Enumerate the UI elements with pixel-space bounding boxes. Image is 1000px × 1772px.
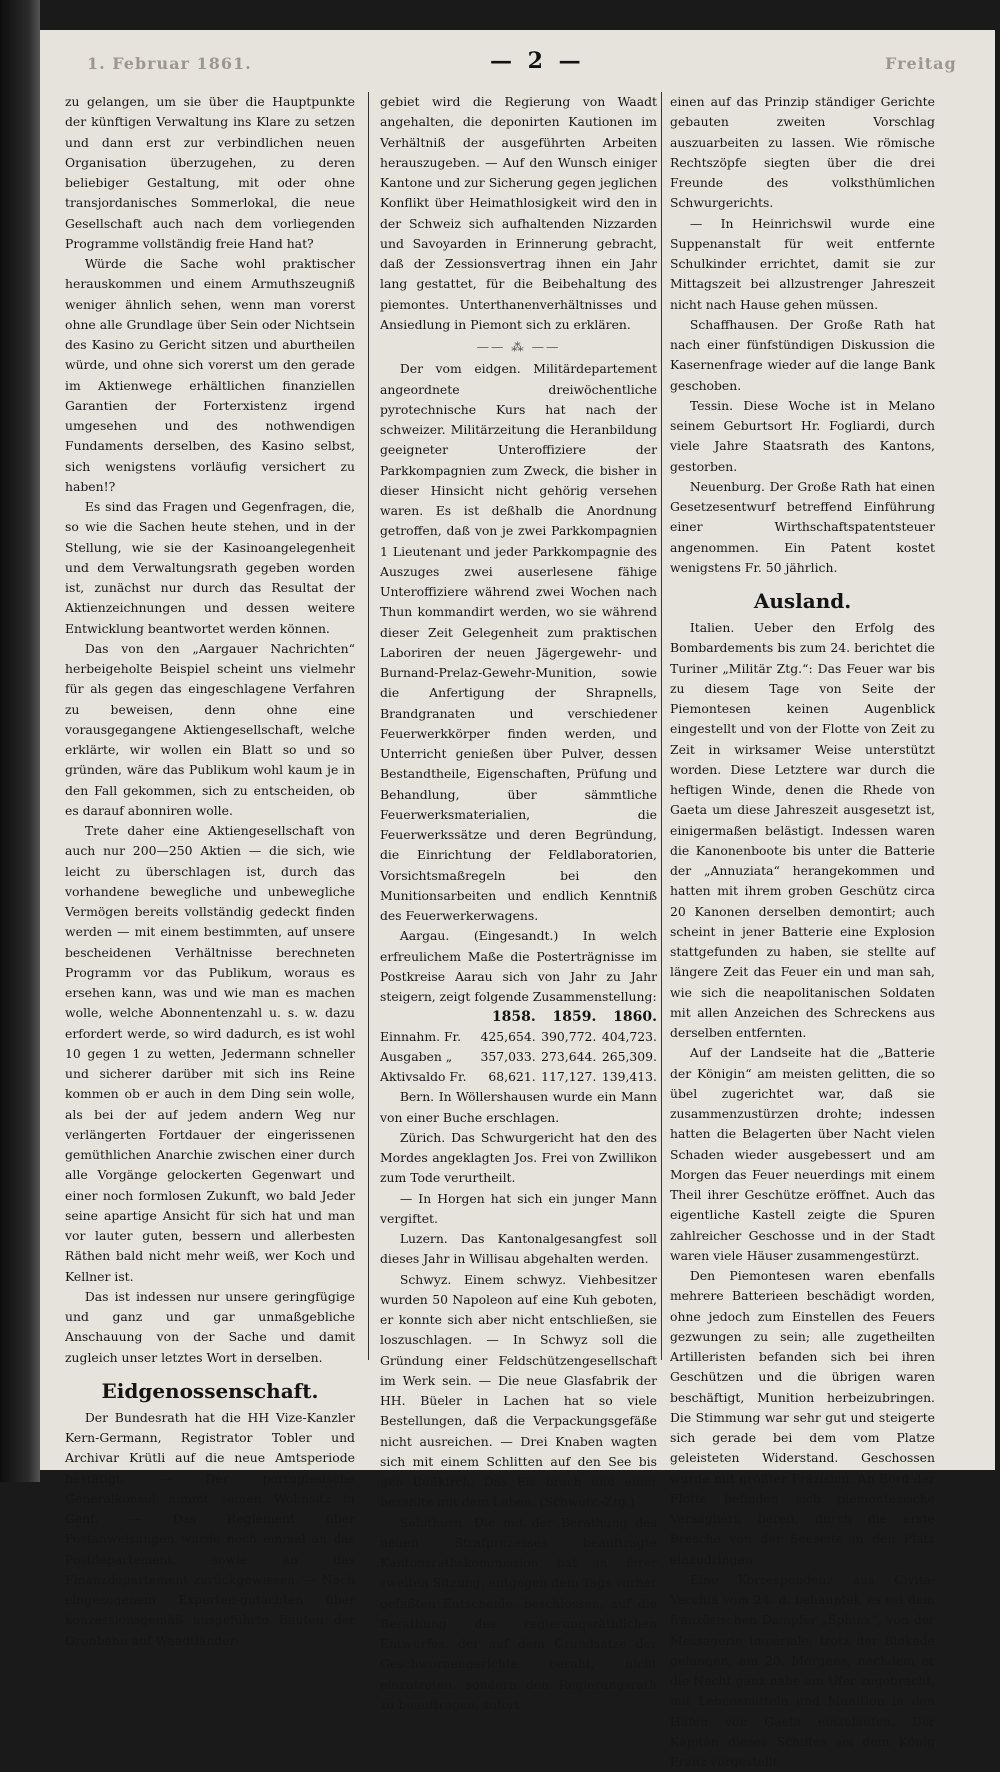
paragraph: Eine Korrespondenz aus Civita-Vecchia vom 24. d. behauptet, es sei dem französischen Dampfer „Sphinx“, von der Messagerie impériale, trotz der Blokade gelungen, am 20. Morgens, nachdem er die Nacht ganz nahe am Ufer zugebracht, mit Lebensmitteln und Munition in den Hafen von Gaeta einzulaufen. Der Kapitän dieses Schiffes sei dem König Franz vorgestellt [670,1571,935,1769]
row-label: Ausgaben „ [380,1049,453,1065]
paragraph: Aargau. (Eingesandt.) In welch erfreulichem Maße die Posterträgnisse im Postkreise Aarau sich von Jahr zu Jahr steigern, zeigt folgende Zusammenstellung: [380,928,657,1004]
paragraph: Der vom eidgen. Militärdepartement angeordnete dreiwöchentliche pyrotechnische Kurs hat nach der schweizer. Militärzeitung die Heranbildung geeigneter Unteroffiziere der Parkkompagnien zum Zweck, die bisher in dieser Hinsicht nicht gehörig versehen waren. Es ist deßhalb die Anordnung getroffen, daß von je zwei Parkkompagnien 1 Lieutenant und jeder Parkkompagnie des Auszuges zwei auserlesene fähige Unteroffiziere während zwei Wochen nach Thun kommandirt werden, wo sie während dieser Zeit Gelegenheit zum praktischen Laboriren der neuen Jägergewehr- und Burnand-Prelaz-Gewehr-Munition, sowie die Anfertigung der Shrapnells, Brandgranaten und verschiedener Feuerwerkkörper finden werden, und Unterricht genießen über Pulver, dessen Bestandtheile, Eigenschaften, Prüfung und Behandlung, über sämmtliche Feuerwerksmaterialien, die Feuerwerkssätze und deren Begründung, die Einrichtung der Feldlaboratorien, Vorsichtsmaßregeln bei den Munitionsarbeiten und endlich Kenntniß des Feuerwerkerwagens. [380,361,657,923]
paragraph: Es sind das Fragen und Gegenfragen, die, so wie die Sachen heute stehen, und in der Stellung, wie sie der Kasinoangelegenheit und dem Verwaltungsrath gegeben worden ist, zunächst nur durch das Resultat der Aktienzeichnungen und dessen weitere Entwicklung beantwortet werden können. [65,499,355,636]
separator: —— ⁂ —— [476,339,561,354]
page-header [45,42,957,80]
year-header: 1859. [552,1009,597,1026]
column-3 [670,92,935,1769]
paragraph: Neuenburg. Der Große Rath hat einen Gesetzesentwurf betreffend Einführung einer Wirthschaftspatentsteuer angenommen. Ein Patent kostet wenigstens Fr. 50 jährlich. [670,478,935,575]
table-header-row [380,1007,657,1027]
paragraph: zu gelangen, um sie über die Hauptpunkte der künftigen Verwaltung ins Klare zu setzen und dann erst zur verbindlichen neuen Organisation überzugehen, zu deren beliebiger Gestaltung, mit oder ohne transjordanisches Sommerlokal, die neue Gesellschaft auch nach dem vorliegenden Programme vollständig freie Hand hat? [65,94,355,251]
paragraph: Das ist indessen nur unsere geringfügige und ganz und gar unmaßgebliche Anschauung von der Sache und damit zugleich unser letztes Wort in derselben. [65,1288,355,1365]
table-cell: 390,772. [541,1029,597,1045]
paragraph: Tessin. Diese Woche ist in Melano seinem Geburtsort Hr. Fogliardi, durch viele Jahre Staatsrath des Kantons, gestorben. [670,397,935,474]
page-number: — 2 — [490,48,585,74]
binding-edge [0,0,40,1482]
year-header: 1858. [491,1009,536,1026]
section-title-eidgenossenschaft: Eidgenossenschaft. [101,1378,319,1403]
paragraph: Italien. Ueber den Erfolg des Bombardements bis zum 24. berichtet die Turiner „Militär Ztg.“: Das Feuer war bis zu diesem Tage von Seite der Piemontesen keinen Augenblick eingestellt und von der Flotte von Zeit zu Zeit in wirksamer Weise unterstützt worden. Diese Letztere war durch die heftigen Winde, denen die Rhede von Gaeta um diese Jahreszeit ausgesetzt ist, einigermaßen belästigt. Indessen waren die Kanonenboote bis unter die Batterie der „Annuziata“ herangekommen und hatten mit ihrem groben Geschütz circa 20 Kanonen derselben demontirt; auch scheint in jener Batterie eine Explosion stattgefunden zu haben, sie stellte auf längere Zeit das Feuer ein und man sah, wie sich die neapolitanischen Soldaten mit allen Anzeichen des Schreckens aus derselben entfernten. [670,620,935,1040]
row-label: Aktivsaldo Fr. [380,1069,467,1085]
table-cell: 265,309. [601,1049,657,1065]
paragraph: Den Piemontesen waren ebenfalls mehrere Batterieen beschädigt worden, ohne jedoch zum Einstellen des Feuers gezwungen zu sein; alle zugetheilten Artilleristen befanden sich bei ihren Geschützen und die übrigen waren beschäftigt, Munition herbeizubringen. Die Stimmung war sehr gut und steigerte sich gerade bei dem vom Platze geleisteten Widerstand. Geschossen wurde mit größter Präzision. An Bord der Flotte befinden sich piemontesische Versaglieri, bereit, durch die erste Bresche von der Seeseite in den Platz einzudringen. [670,1268,935,1567]
table-cell: 117,127. [541,1069,597,1085]
paragraph: Solothurn. Die mit der Berathung des neuen Strafprozesses beauftragte Kantonsrathskommission hat in ihrer zweiten Sitzung, entgegen dem Tags vorher gefaßten Entscheide, beschlossen, auf die Berathung des regierungsräthlichen Entwurfes, der auf dem Grundsatze der Geschwornengerichte beruht, nicht einzutreten, sondern den Regierungsrath zu beauftragen, sofort [380,1514,657,1712]
paragraph: — In Horgen hat sich ein junger Mann vergiftet. [380,1190,657,1226]
postal-revenue-table [380,1007,657,1087]
paragraph: Der Bundesrath hat die HH Vize-Kanzler Kern-Germann, Registrator Tobler und Archivar Krütli auf die neue Amtsperiode bestätigt. — Der portugiesische Generalkonsul nimmt seinen Wohnsitz in Genf. — Das Reglement über Postanweisungen wurde noch einmal an das Postdepartement, sowie an das Finanzdepartement zurückgewiesen. — Nach eingezogenem Experten-gutachten über konzessionsgemäß ausgeführte Bauten der Oronbahn auf Waadtländer- [65,1409,355,1648]
table-cell: 68,621. [488,1069,536,1085]
paragraph: Schwyz. Einem schwyz. Viehbesitzer wurden 50 Napoleon auf eine Kuh geboten, er konnte sich aber nicht entschließen, sie loszuschlagen. — In Schwyz soll die Gründung einer Feldschützengesellschaft im Werk sein. — Die neue Glasfabrik der HH. Büeler in Lachen hat so viele Bestellungen, daß die Verpackungsgefäße nicht ausreichen. — Drei Knaben wagten sich mit einem Schlitten auf den See bis gen Bußkirch. Das Eis brach und einer bezahlte mit dem Leben. (Schweiz.-Ztg.) [380,1271,657,1510]
paragraph: — In Heinrichswil wurde eine Suppenanstalt für weit entfernte Schulkinder errichtet, damit sie zur Mittagszeit bei allzustrenger Jahreszeit nicht nach Hause gehen müssen. [670,215,935,312]
table-cell: 425,654. [480,1029,536,1045]
paragraph: Bern. In Wöllershausen wurde ein Mann von einer Buche erschlagen. [380,1089,657,1125]
column-2 [380,92,657,1712]
table-cell: 273,644. [541,1049,597,1065]
paragraph: Das von den „Aargauer Nachrichten“ herbeigeholte Beispiel scheint uns vielmehr für als gegen das eingeschlagene Verfahren zu beweisen, denn ohne eine vorausgegangene Aktiengesellschaft, welche erklärte, wir wollen ein Blatt so und so gründen, wäre das Publikum wohl kaum je in den Fall gekommen, sich zu entscheiden, ob es darauf abonniren wolle. [65,640,355,818]
section-title-ausland: Ausland. [753,589,852,613]
row-label: Einnahm. Fr. [380,1029,462,1045]
paragraph: Auf der Landseite hat die „Batterie der Königin“ am meisten gelitten, die so übel zugerichtet war, daß sie zusammenzustürzen drohte; indessen hatten die Belagerten über Nacht vielen Schaden wieder ausgebessert und am Morgen das Feuer neuerdings mit einem Theil ihrer Geschütze eröffnet. Auch das eigentliche Kastell zeigte die Spuren zahlreicher Geschosse und in der Stadt waren viele Häuser zusammengestürzt. [670,1045,935,1263]
table-row [380,1067,657,1087]
bleed-through-date: 1. Februar 1861. [87,54,252,73]
column-rule [368,92,369,1360]
table-row [380,1027,657,1047]
paragraph: Zürich. Das Schwurgericht hat den des Mordes angeklagten Jos. Frei von Zwillikon zum Tode verurtheilt. [380,1129,657,1186]
table-row [380,1047,657,1067]
column-1 [65,92,355,1648]
paragraph: einen auf das Prinzip ständiger Gerichte gebauten zweiten Vorschlag auszuarbeiten zu lassen. Wie römische Rechtszöpfe siegten über die drei Freunde des volksthümlichen Schwurgerichts. [670,94,935,211]
paragraph: Schaffhausen. Der Große Rath hat nach einer fünfstündigen Diskussion die Kasernenfrage wieder auf die lange Bank geschoben. [670,316,935,393]
table-cell: 404,723. [601,1029,657,1045]
paragraph: Würde die Sache wohl praktischer herauskommen und einem Armuthszeugniß weniger ähnlich sehen, wenn man vorerst ohne alle Grundlage über Sein oder Nichtsein des Kasino zu Gericht sitzen und aburtheilen würde, und ohne sich vorerst um den gerade im Aktienwege erhältlichen finanziellen Garantien der Forterxistenz irgend umgesehen und des nothwendigen Fundaments derselben, des Kasino selbst, sich wenigstens vorläufig versichert zu haben!? [65,256,355,494]
bleed-through-weekday: Freitag [885,54,957,73]
paragraph: Trete daher eine Aktiengesellschaft von auch nur 200—250 Aktien — die sich, wie leicht zu überschlagen ist, durch das vorhandene bewegliche und unbewegliche Vermögen bereits vollständig gedeckt finden werden — mit einem bestimmten, auf unsere bescheidenen Verhältnisse berechneten Programm vor das Publikum, woraus es ersehen kann, was und wie man es machen wolle, welche Abonnentenzahl u. s. w. dazu erfordert werde, so wird dadurch, es ist wohl 10 gegen 1 zu wetten, Jedermann schneller und sicherer darüber mit sich ins Reine kommen ob er auch in dem Ding sein wolle, als bei der auf jedem andern Weg nur verlängerten Fortdauer der eingerissenen gemüthlichen Anarchie zwischen einer durch alle Vorgänge gelockerten Gegenwart und einer noch formlosen Zukunft, wo bald Jeder seine apartige Ansicht für sich hat und man vor lauter guten, bessern und allerbesten Räthen bald nicht mehr weiß, wer Koch und Kellner ist. [65,823,355,1284]
table-cell: 139,413. [601,1069,657,1085]
year-header: 1860. [613,1009,657,1026]
paragraph: Luzern. Das Kantonalgesangfest soll dieses Jahr in Willisau abgehalten werden. [380,1231,657,1267]
table-cell: 357,033. [480,1049,536,1065]
paragraph: gebiet wird die Regierung von Waadt angehalten, die deponirten Kautionen im Verhältniß der ausgeführten Arbeiten herauszugeben. — Auf den Wunsch einiger Kantone und zur Sicherung gegen jeglichen Konflikt über Heimathlosigkeit wird den in der Schweiz sich aufhaltenden Nizzarden und Savoyarden in Erinnerung gebracht, daß der Zessionsvertrag ihnen ein Jahr lang gestattet, für die Beibehaltung des piemontes. Unterthanenverhältnisses und Ansiedlung in Piemont sich zu erklären. [380,94,657,332]
column-rule [661,92,662,1360]
